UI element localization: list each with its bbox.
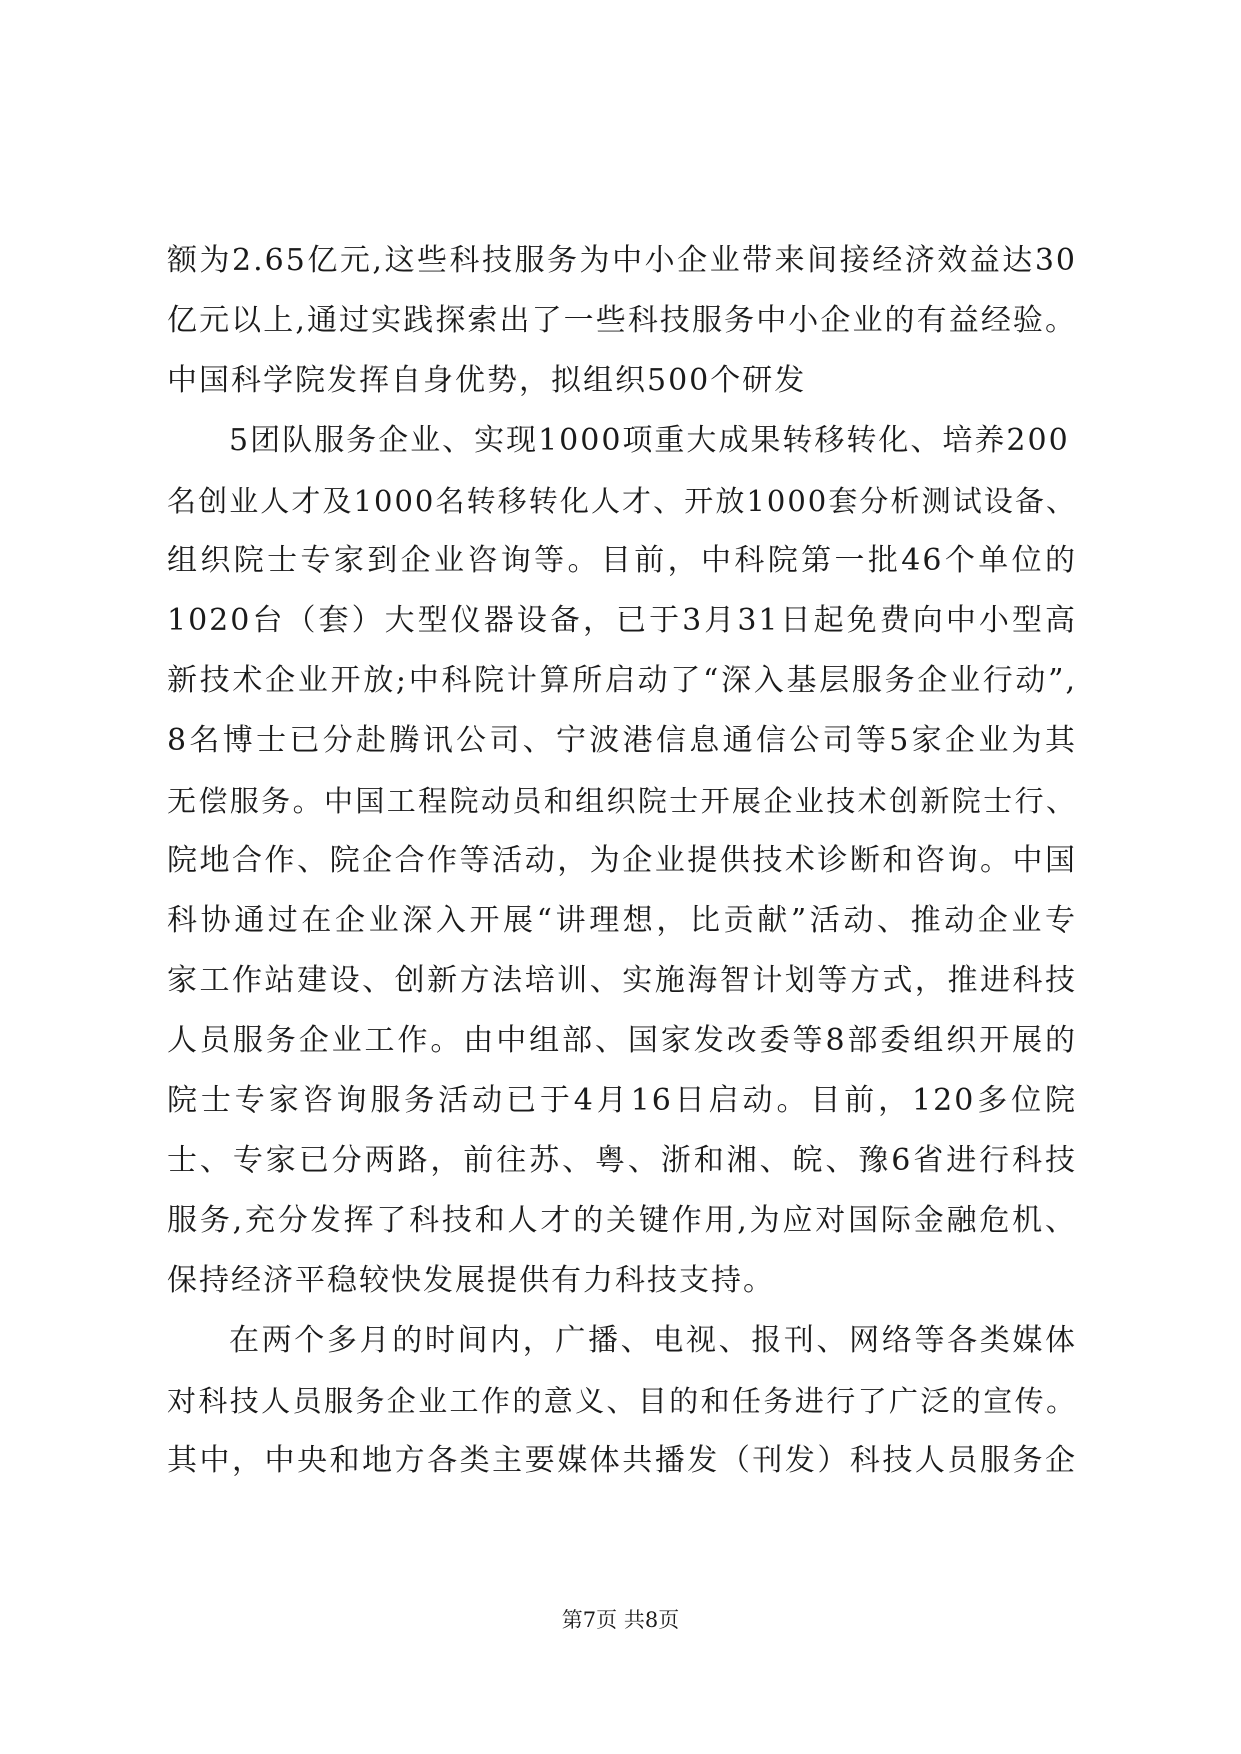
text-line: 无偿服务。中国工程院动员和组织院士开展企业技术创新院士行、: [167, 784, 1077, 818]
text-line: 对科技人员服务企业工作的意义、目的和任务进行了广泛的宣传。: [167, 1384, 1077, 1418]
text-line: 院士专家咨询服务活动已于4月16日启动。目前，120多位院: [167, 1083, 1077, 1118]
text-line: 家工作站建设、创新方法培训、实施海智计划等方式，推进科技: [167, 963, 1077, 998]
text-line: 科协通过在企业深入开展“讲理想，比贡献”活动、推动企业专: [167, 903, 1077, 938]
text-line: 5团队服务企业、实现1000项重大成果转移转化、培养200: [229, 423, 1070, 458]
text-line: 服务,充分发挥了科技和人才的关键作用,为应对国际金融危机、: [167, 1203, 1077, 1238]
text-line: 亿元以上,通过实践探索出了一些科技服务中小企业的有益经验。: [167, 303, 1077, 338]
body-text: [167, 231, 1077, 1491]
text-line: 新技术企业开放;中科院计算所启动了“深入基层服务企业行动”,: [167, 663, 1077, 698]
text-line: 额为2.65亿元,这些科技服务为中小企业带来间接经济效益达30: [167, 243, 1077, 278]
text-line: 组织院士专家到企业咨询等。目前，中科院第一批46个单位的: [167, 543, 1077, 578]
text-line: 院地合作、院企合作等活动，为企业提供技术诊断和咨询。中国: [167, 843, 1077, 878]
text-line: 保持经济平稳较快发展提供有力科技支持。: [167, 1263, 775, 1298]
page-footer: 第7页 共8页: [561, 1608, 680, 1632]
text-line: 在两个多月的时间内，广播、电视、报刊、网络等各类媒体: [229, 1323, 1077, 1358]
text-line: 8名博士已分赴腾讯公司、宁波港信息通信公司等5家企业为其: [167, 723, 1077, 758]
text-line: 中国科学院发挥自身优势，拟组织500个研发: [167, 363, 807, 398]
text-line: 士、专家已分两路，前往苏、粤、浙和湘、皖、豫6省进行科技: [167, 1143, 1077, 1178]
text-line: 其中，中央和地方各类主要媒体共播发（刊发）科技人员服务企: [167, 1443, 1077, 1478]
text-line: 名创业人才及1000名转移转化人才、开放1000套分析测试设备、: [167, 484, 1077, 518]
text-line: 1020台（套）大型仪器设备，已于3月31日起免费向中小型高: [167, 603, 1077, 638]
text-line: 人员服务企业工作。由中组部、国家发改委等8部委组织开展的: [167, 1023, 1077, 1058]
